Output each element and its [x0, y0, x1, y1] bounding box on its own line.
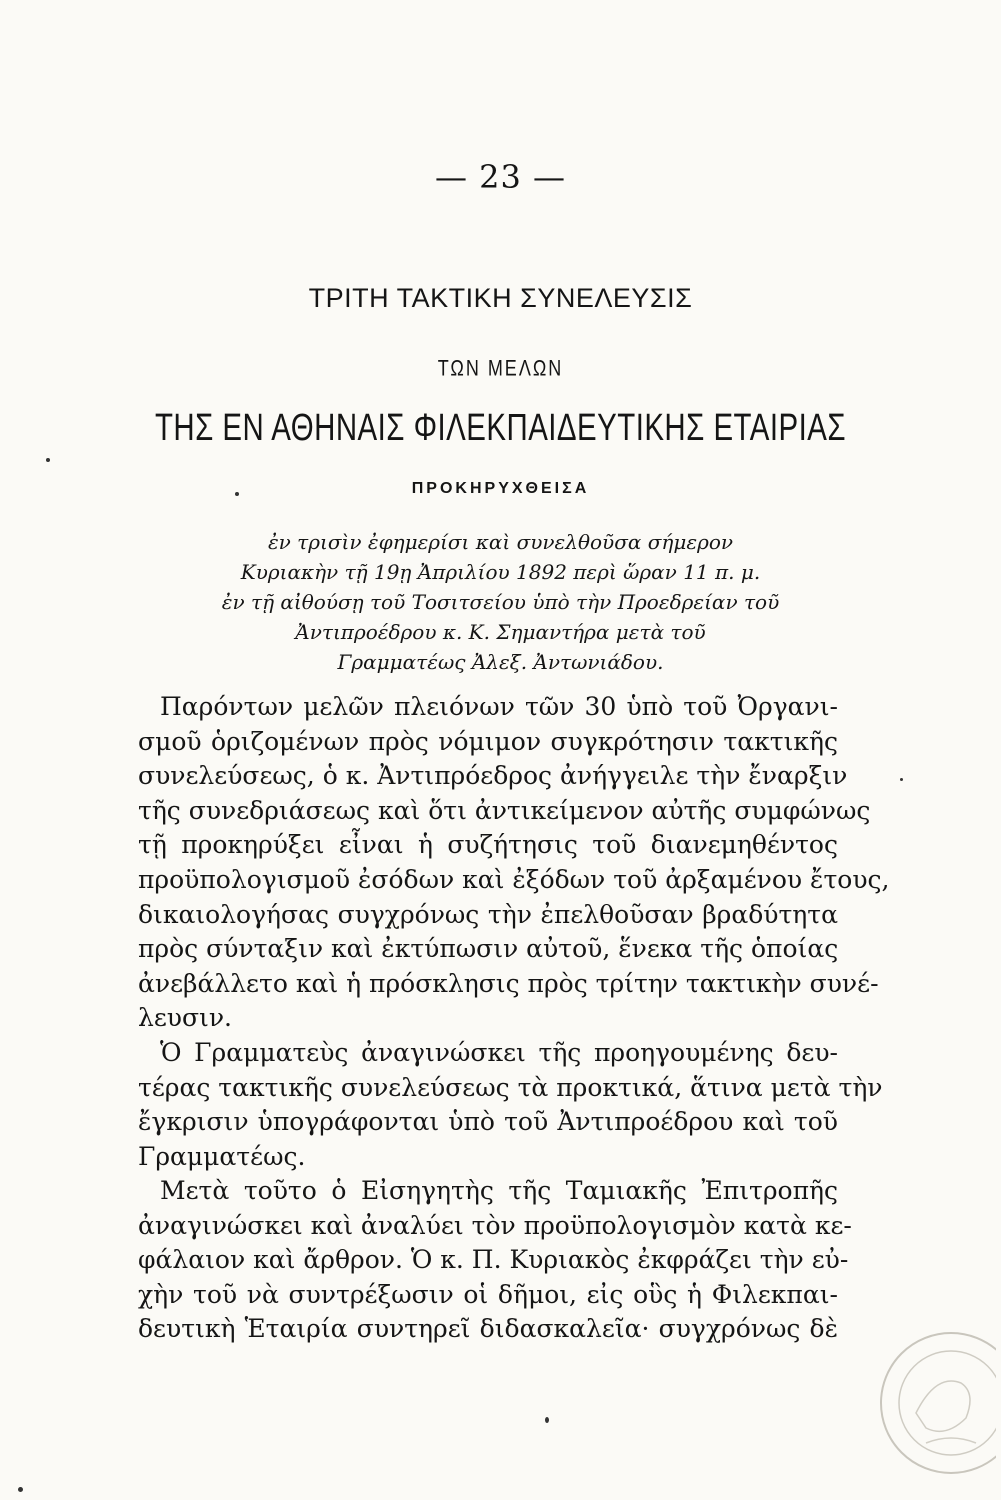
ink-speck [545, 1417, 549, 1423]
text-line: ἀνεβάλλετο καὶ ἡ πρόσκλησις πρὸς τρίτην τακτικὴν συνέ- [138, 968, 879, 998]
ink-speck [46, 458, 50, 462]
text-line: Ὁ Γραμματεὺς ἀναγινώσκει τῆς προηγουμένης δευ- [160, 1038, 838, 1067]
subtitle-line: ἐν τρισὶν ἐφημερίσι καὶ συνελθοῦσα σήμερον [267, 530, 734, 554]
text-line: δικαιολογήσας συγχρόνως τὴν ἐπελθοῦσαν βραδύτητα [138, 899, 838, 929]
subtitle-line: ἐν τῇ αἰθούσῃ τοῦ Τοσιτσείου ὑπὸ τὴν Προεδρείαν τοῦ [221, 590, 780, 614]
paragraph-2 [138, 1036, 883, 1174]
text-line: χὴν τοῦ νὰ συντρέξωσιν οἱ δῆμοι, εἰς οὓς ἡ Φιλεκπαι- [138, 1279, 838, 1309]
title-line-2: ΤΩΝ ΜΕΛΩΝ [437, 355, 564, 381]
ink-speck [18, 1487, 23, 1492]
text-line: δευτικὴ Ἑταιρία συντηρεῖ διδασκαλεῖα· συγχρόνως δὲ [138, 1314, 838, 1344]
subtitle-line: Ἀντιπροέδρου κ. Κ. Σημαντήρα μετὰ τοῦ [295, 620, 706, 644]
library-stamp-seal [856, 1318, 996, 1478]
paragraph-1 [138, 690, 890, 1036]
text-line: τῆς συνεδριάσεως καὶ ὅτι ἀντικείμενον αὐτῆς συμφώνως [138, 795, 871, 825]
text-line: φάλαιον καὶ ἄρθρον. Ὁ κ. Π. Κυριακὸς ἐκφράζει τὴν εὐ- [138, 1245, 849, 1275]
title-line-4: ΠΡΟΚΗΡΥΧΘΕΙΣΑ [411, 480, 590, 497]
text-line: Γραμματέως. [138, 1141, 306, 1171]
text-line: σμοῦ ὁριζομένων πρὸς νόμιμον συγκρότησιν τακτικῆς [138, 726, 838, 756]
paragraph-3 [138, 1174, 852, 1347]
title-line-1: ΤΡΙΤΗ ΤΑΚΤΙΚΗ ΣΥΝΕΛΕΥΣΙΣ [308, 283, 693, 313]
text-line: λευσιν. [138, 1003, 233, 1033]
text-line: Μετὰ τοῦτο ὁ Εἰσηγητὴς τῆς Ταμιακῆς Ἐπιτροπῆς [160, 1176, 838, 1205]
subtitle-line: Γραμματέως Ἀλεξ. Ἀντωνιάδου. [337, 650, 664, 674]
text-line: πρὸς σύνταξιν καὶ ἐκτύπωσιν αὐτοῦ, ἕνεκα τῆς ὁποίας [138, 934, 839, 964]
text-line: προϋπολογισμοῦ ἐσόδων καὶ ἐξόδων τοῦ ἀρξαμένου ἔτους, [138, 864, 890, 894]
text-line: τέρας τακτικῆς συνελεύσεως τὰ προκτικά, ἅτινα μετὰ τὴν [138, 1072, 883, 1102]
text-line: συνελεύσεως, ὁ κ. Ἀντιπρόεδρος ἀνήγγειλε τὴν ἔναρξιν [138, 761, 848, 791]
text-line: τῇ προκηρύξει εἶναι ἡ συζήτησις τοῦ διανεμηθέντος [138, 830, 838, 860]
text-line: Παρόντων μελῶν πλειόνων τῶν 30 ὑπὸ τοῦ Ὀργανι- [160, 692, 838, 721]
text-line: ἀναγινώσκει καὶ ἀναλύει τὸν προϋπολογισμὸν κατὰ κε- [138, 1210, 852, 1240]
ink-speck [235, 492, 239, 496]
title-line-3: ΤΗΣ ΕΝ ΑΘΗΝΑΙΣ ΦΙΛΕΚΠΑΙΔΕΥΤΙΚΗΣ ΕΤΑΙΡΙΑΣ [154, 405, 847, 449]
ink-speck [900, 778, 903, 781]
page-number: — 23 — [434, 158, 567, 196]
subtitle-line: Κυριακὴν τῇ 19ῃ Ἀπριλίου 1892 περὶ ὥραν 11 π. μ. [240, 560, 761, 584]
text-line: ἔγκρισιν ὑπογράφονται ὑπὸ τοῦ Ἀντιπροέδρου καὶ τοῦ [138, 1107, 838, 1137]
